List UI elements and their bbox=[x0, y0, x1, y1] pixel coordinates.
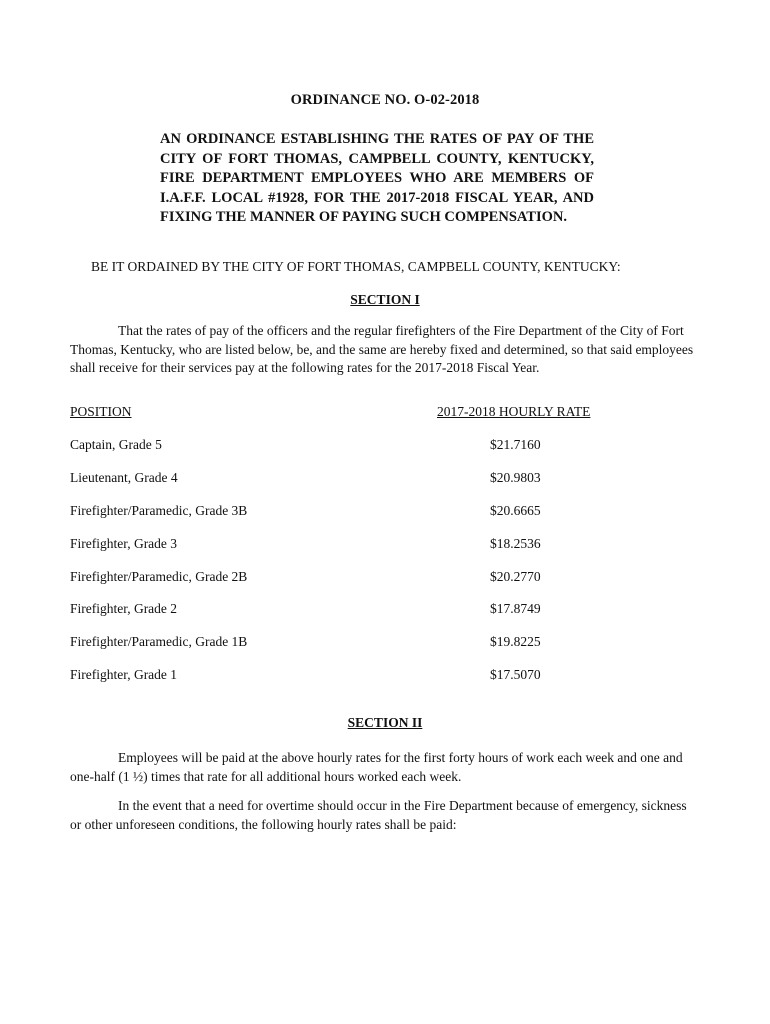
position-cell: Firefighter, Grade 2 bbox=[70, 601, 178, 617]
table-row bbox=[70, 536, 700, 569]
table-row bbox=[70, 667, 700, 700]
section-2-heading: SECTION II bbox=[347, 715, 423, 730]
table-row bbox=[70, 601, 700, 634]
rate-cell: $20.2770 bbox=[490, 568, 541, 584]
rate-cell: $18.2536 bbox=[490, 535, 541, 551]
position-cell: Lieutenant, Grade 4 bbox=[70, 469, 178, 485]
ordained-clause: BE IT ORDAINED BY THE CITY OF FORT THOMAS, CAMPBELL COUNTY, KENTUCKY: bbox=[91, 259, 621, 274]
ordinance-number: ORDINANCE NO. O-02-2018 bbox=[290, 92, 480, 108]
section-1-paragraph: That the rates of pay of the officers and the regular firefighters of the Fire Department of the City of Fort Thomas, Kentucky, who are listed below, be, and the same are hereby fixed and determined, so that said employees shall receive for their services pay at the following rates for the 2017-2018 Fiscal Year. bbox=[70, 323, 694, 376]
rate-cell: $17.8749 bbox=[490, 601, 541, 617]
table-row bbox=[70, 569, 700, 602]
rate-cell: $20.9803 bbox=[490, 469, 541, 485]
rate-cell: $19.8225 bbox=[490, 634, 541, 650]
position-cell: Captain, Grade 5 bbox=[70, 437, 162, 452]
table-row bbox=[70, 634, 700, 667]
section-2-paragraph-1: Employees will be paid at the above hourly rates for the first forty hours of work each week and one and one-half (1 ½) times that rate for all additional hours worked each week. bbox=[70, 750, 683, 784]
position-column-header: POSITION bbox=[70, 404, 132, 419]
pay-table bbox=[70, 437, 700, 700]
rate-column-header: 2017-2018 HOURLY RATE bbox=[437, 404, 591, 419]
position-cell: Firefighter/Paramedic, Grade 1B bbox=[70, 634, 248, 650]
position-cell: Firefighter/Paramedic, Grade 2B bbox=[70, 568, 248, 584]
position-cell: Firefighter, Grade 1 bbox=[70, 667, 178, 683]
section-1-heading: SECTION I bbox=[350, 292, 420, 307]
section-2-paragraph-2: In the event that a need for overtime should occur in the Fire Department because of emergency, sickness or other unforeseen conditions, the following hourly rates shall be paid: bbox=[70, 798, 687, 832]
position-cell: Firefighter/Paramedic, Grade 3B bbox=[70, 502, 248, 518]
table-row bbox=[70, 470, 700, 503]
position-cell: Firefighter, Grade 3 bbox=[70, 535, 178, 551]
rate-cell: $21.7160 bbox=[490, 437, 541, 452]
rate-cell: $20.6665 bbox=[490, 502, 541, 518]
ordinance-caption: AN ORDINANCE ESTABLISHING THE RATES OF PAY OF THE CITY OF FORT THOMAS, CAMPBELL COUNTY, KENTUCKY, FIRE DEPARTMENT EMPLOYEES WHO ARE MEMBERS OF I.A.F.F. LOCAL #1928, FOR THE 2017-2018 FISCAL YEAR, AND FIXING THE MANNER OF PAYING SUCH COMPENSATION. bbox=[160, 131, 594, 225]
table-row bbox=[70, 437, 700, 470]
rate-cell: $17.5070 bbox=[490, 667, 541, 683]
table-row bbox=[70, 503, 700, 536]
